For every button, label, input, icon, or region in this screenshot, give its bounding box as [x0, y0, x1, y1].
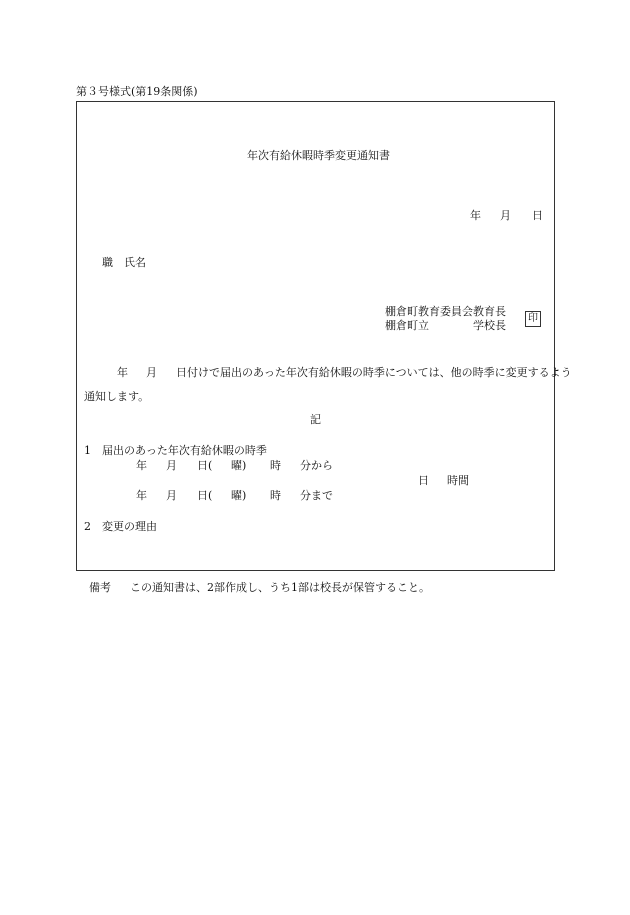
to-minute-label: 分まで: [300, 489, 333, 502]
to-day-label: 日(: [197, 489, 213, 502]
body-text-line1: 日付けで届出のあった年次有給休暇の時季については、他の時季に変更するよう: [176, 366, 572, 379]
body-month-label: 月: [146, 366, 157, 379]
seal-mark: 印: [525, 311, 541, 327]
to-month-label: 月: [166, 489, 177, 502]
form-title: 年次有給休暇時季変更通知書: [247, 149, 390, 162]
to-hour-label: 時: [270, 489, 281, 502]
from-year-label: 年: [136, 459, 147, 472]
issuer-school-principal: 棚倉町立 学校長: [385, 319, 506, 332]
from-minute-label: 分から: [300, 459, 333, 472]
from-day-label: 日(: [197, 459, 213, 472]
note-label: 備考: [89, 581, 111, 594]
item1-heading: 1 届出のあった年次有給休暇の時季: [84, 444, 267, 457]
from-month-label: 月: [166, 459, 177, 472]
ki-heading: 記: [310, 413, 321, 426]
to-year-label: 年: [136, 489, 147, 502]
duration-hours-label: 時間: [447, 474, 469, 487]
recipient-name-label: 職 氏名: [102, 256, 146, 269]
to-weekday-label: 曜): [231, 489, 247, 502]
body-year-label: 年: [117, 366, 128, 379]
body-text-line2: 通知します。: [84, 390, 150, 403]
duration-days-label: 日: [418, 474, 429, 487]
item2-heading: 2 変更の理由: [84, 520, 157, 533]
issuer-board-of-education: 棚倉町教育委員会教育長: [385, 305, 506, 318]
from-hour-label: 時: [270, 459, 281, 472]
from-weekday-label: 曜): [231, 459, 247, 472]
date-year-label: 年: [470, 209, 481, 222]
date-day-label: 日: [532, 209, 543, 222]
form-number: 第３号様式(第19条関係): [76, 85, 198, 98]
note-text: この通知書は、2部作成し、うち1部は校長が保管すること。: [130, 581, 430, 594]
date-month-label: 月: [500, 209, 511, 222]
